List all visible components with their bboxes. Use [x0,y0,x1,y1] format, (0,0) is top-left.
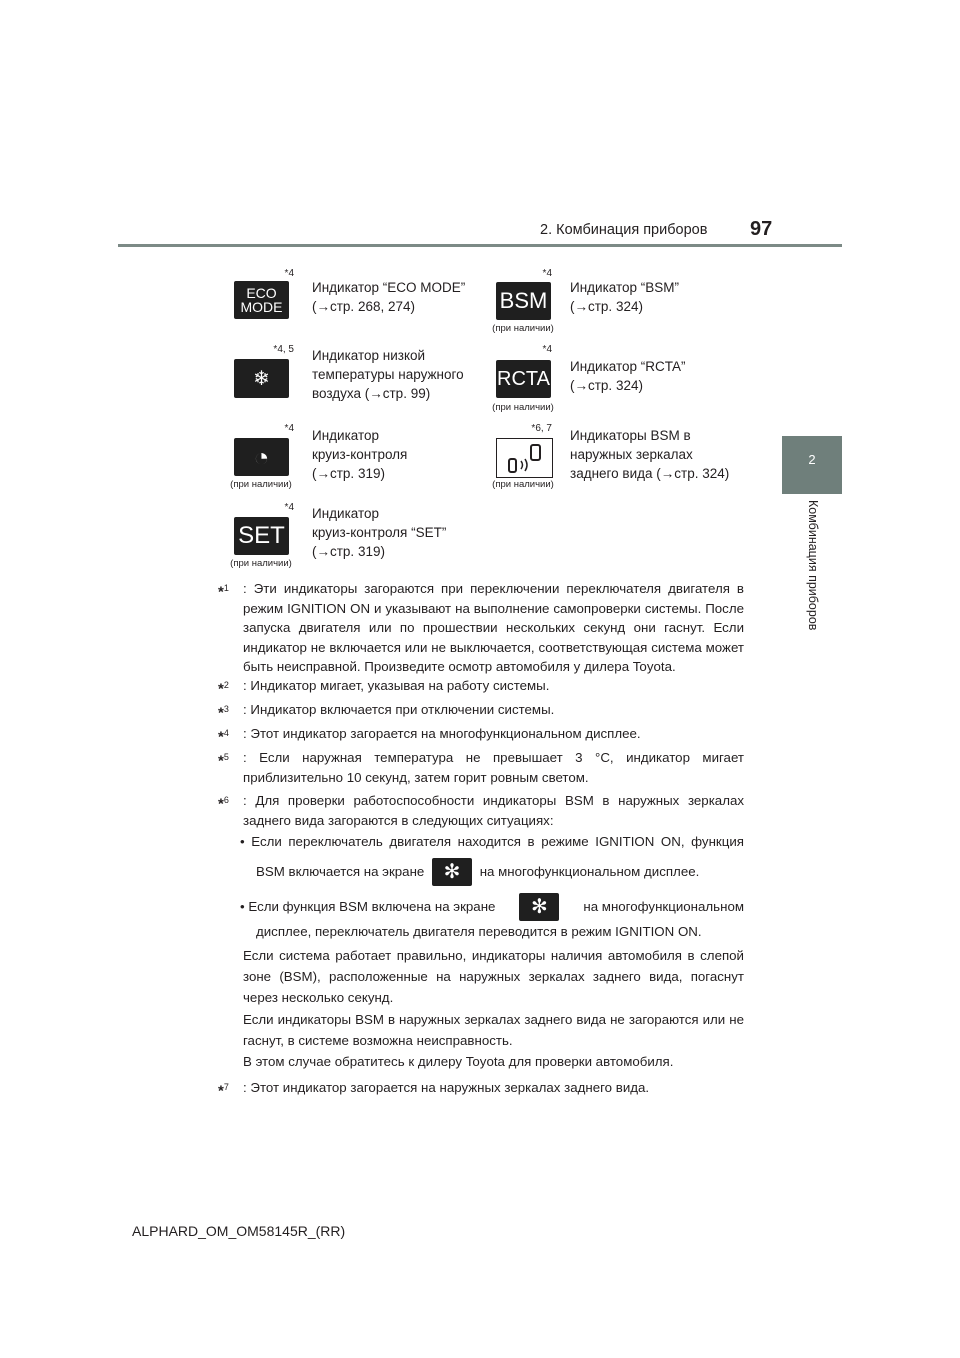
bullet-2: • Если функция BSM включена на экране ✻ на многофункциональном [240,893,744,921]
availability-note: (при наличии) [230,558,292,569]
section-title: 2. Комбинация приборов [540,222,708,238]
paragraph: Если индикаторы BSM в наружных зеркалах заднего вида не загораются или не гаснут, в системе возможна неисправность. [243,1012,744,1048]
low-temp-road-icon: ❄ [234,359,289,398]
rcta-icon: RCTA [496,360,551,398]
footnote-3: *$^3$ : Индикатор включается при отключении системы. [218,702,555,722]
settings-gear-icon: ✻ [519,893,559,921]
chapter-label: Комбинация приборов [806,500,820,631]
cruise-set-icon: SET [234,517,289,555]
superscript: *4 [284,268,294,279]
footnote-5: *$^5$ : Если наружная температура не превышает 3 °C, индикатор мигает приблизительно 10 секунд, затем горит ровным светом. [218,750,744,785]
indicator-description: Индикаторы BSM в наружных зеркалах заднего вида (→стр. 324) [570,428,730,481]
bullet-2-cont: дисплее, переключатель двигателя переводится в режим IGNITION ON. [256,924,702,939]
header-rule [118,244,842,247]
footnote-7: *$^7$ : Этот индикатор загорается на наружных зеркалах заднего вида. [218,1080,650,1100]
document-id: ALPHARD_OM_OM58145R_(RR) [132,1223,346,1239]
chapter-number: 2 [808,452,816,467]
indicator-description: Индикатор низкой температуры наружного воздуха (→стр. 99) [312,348,464,401]
superscript: *4 [542,344,552,355]
settings-gear-icon: ✻ [432,858,472,886]
bsm-mirror-icon [496,438,553,478]
paragraph: Если система работает правильно, индикаторы наличия автомобиля в слепой зоне (BSM), расположенные на наружных зеркалах заднего вида, погаснут через несколько секунд. [243,948,744,1005]
chapter-tab [782,436,842,494]
indicator-description: Индикатор “BSM” (→стр. 324) [570,280,680,314]
footnote-2: *$^2$ : Индикатор мигает, указывая на работу системы. [218,678,550,698]
availability-note: (при наличии) [492,323,554,334]
availability-note: (при наличии) [492,402,554,413]
paragraph: В этом случае обратитесь к дилеру Toyota для проверки автомобиля. [243,1054,674,1069]
superscript: *6, 7 [531,423,552,434]
footnote-4: *$^4$ : Этот индикатор загорается на многофункциональном дисплее. [218,726,641,746]
page-number: 97 [750,218,773,240]
indicator-description: Индикатор круиз-контроля (→стр. 319) [312,428,408,481]
superscript: *4 [284,502,294,513]
superscript: *4 [542,268,552,279]
indicator-description: Индикатор круиз-контроля “SET” (→стр. 319) [312,506,447,559]
eco-mode-icon: ECO MODE [234,281,289,319]
superscript: *4, 5 [273,344,294,355]
indicator-description: Индикатор “ECO MODE” (→стр. 268, 274) [312,280,466,314]
cruise-control-icon: ◔ [234,438,289,476]
footnote-6: *$^6$ : Для проверки работоспособности индикаторы BSM в наружных зеркалах заднего вида загораются в следующих ситуациях: [218,793,744,828]
availability-note: (при наличии) [230,479,292,490]
footnote-1: *$^1$ : Эти индикаторы загораются при переключении переключателя двигателя в режим IGNITION ON и указывают на выполнение самопроверки системы. После запуска двигателя или по прошествии нескольких секунд они гаснут. Если индикатор не включается или не выключается, соответствующая система может быть неисправной. Произведите осмотр автомобиля у дилера Toyota. [218,581,744,674]
superscript: *4 [284,423,294,434]
availability-note: (при наличии) [492,479,554,490]
bullet-1: • Если переключатель двигателя находится в режиме IGNITION ON, функция [240,834,744,849]
bullet-1-cont: BSM включается на экране ✻ на многофункциональном дисплее. [256,858,746,886]
indicator-description: Индикатор “RCTA” (→стр. 324) [570,359,686,393]
bsm-icon: BSM [496,282,551,320]
